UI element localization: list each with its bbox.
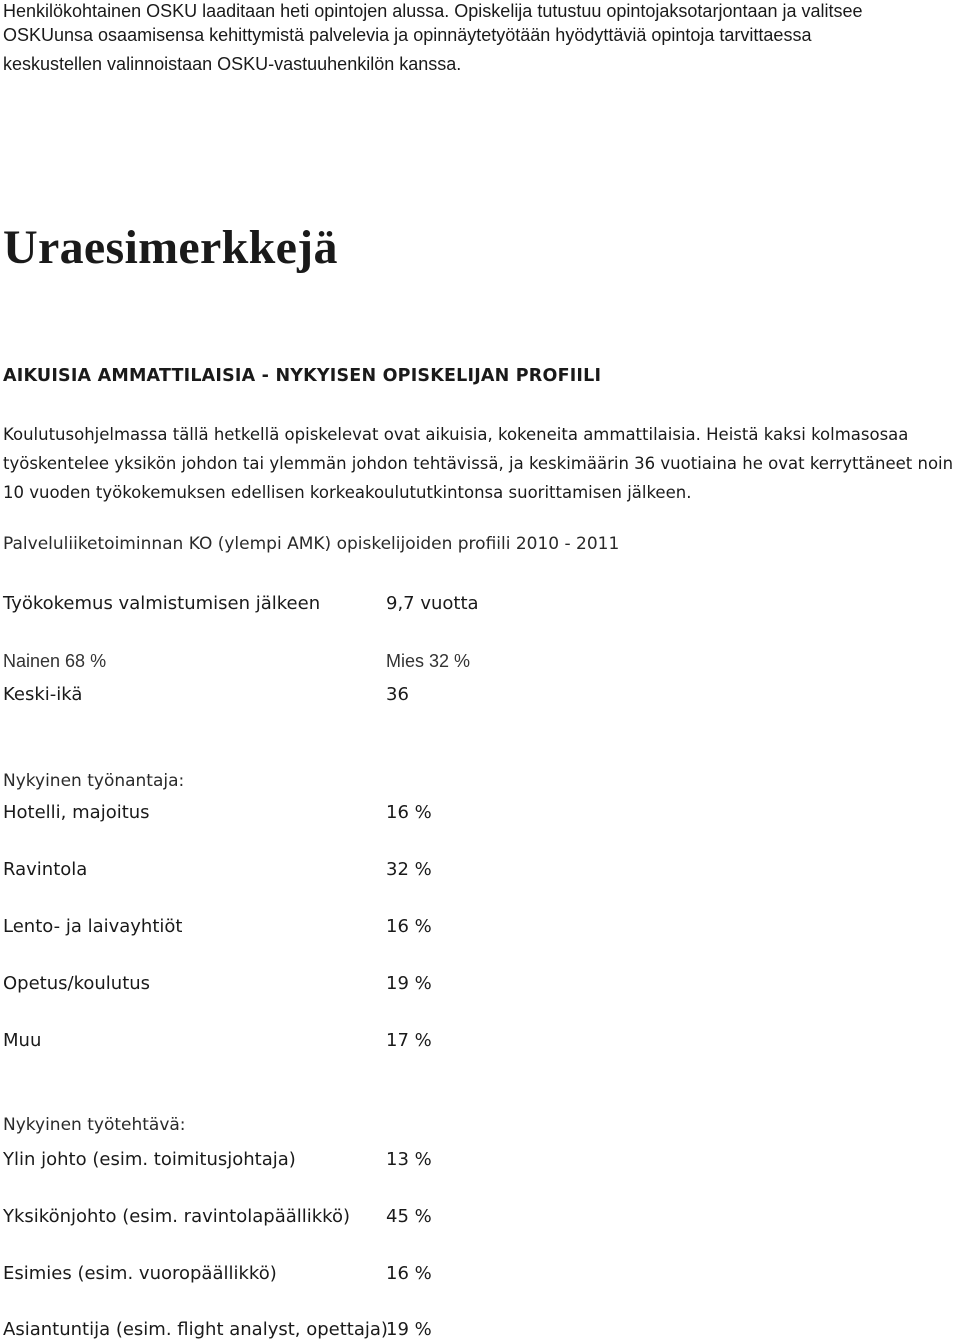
task-label: Esimies (esim. vuoropäällikkö)	[3, 1263, 277, 1284]
employer-label: Ravintola	[3, 859, 88, 880]
age-label: Keski-ikä	[3, 684, 83, 705]
task-label: Ylin johto (esim. toimitusjohtaja)	[3, 1149, 296, 1170]
employer-value: 32 %	[386, 859, 432, 880]
experience-label: Työkokemus valmistumisen jälkeen	[3, 593, 321, 614]
profile-paragraph: Koulutusohjelmassa tällä hetkellä opiskelevat ovat aikuisia, kokeneita ammattilaisia. Heistä kaksi kolmasosaa työskentelee yksikön johdon tai ylemmän johdon tehtävissä, ja keskimäärin 36 vuotiaina he ovat kerryttäneet noin 10 vuoden työkokemuksen edellisen korkeakoulututkintonsa suorittamisen jälkeen.	[3, 425, 954, 502]
employer-label: Hotelli, majoitus	[3, 802, 150, 823]
intro-line-3: keskustellen valinnoistaan OSKU-vastuuhenkilön kanssa.	[3, 54, 462, 74]
section-subheading: AIKUISIA AMMATTILAISIA - NYKYISEN OPISKELIJAN PROFIILI	[3, 366, 602, 386]
task-label: Asiantuntija (esim. flight analyst, opettaja)	[3, 1319, 388, 1340]
experience-value: 9,7 vuotta	[386, 593, 479, 614]
task-label: Yksikönjohto (esim. ravintolapäällikkö)	[3, 1206, 350, 1227]
employer-value: 19 %	[386, 973, 432, 994]
employer-value: 16 %	[386, 916, 432, 937]
employer-value: 17 %	[386, 1030, 432, 1051]
task-value: 16 %	[386, 1263, 432, 1284]
age-value: 36	[386, 684, 409, 705]
employer-label: Opetus/koulutus	[3, 973, 151, 994]
task-value: 13 %	[386, 1149, 432, 1170]
employer-value: 16 %	[386, 802, 432, 823]
employer-label: Muu	[3, 1030, 42, 1051]
task-title: Nykyinen työtehtävä:	[3, 1115, 186, 1135]
intro-line-2: OSKUunsa osaamisensa kehittymistä palvelevia ja opinnäytetyötään hyödyttäviä opintoja tarvittaessa	[3, 25, 812, 45]
task-value: 45 %	[386, 1206, 432, 1227]
intro-line-1: Henkilökohtainen OSKU laaditaan heti opintojen alussa. Opiskelija tutustuu opintojaksotarjontaan ja valitsee	[3, 1, 863, 21]
employer-title: Nykyinen työnantaja:	[3, 771, 185, 791]
profile-title: Palveluliiketoiminnan KO (ylempi AMK) opiskelijoiden profiili 2010 - 2011	[3, 534, 620, 554]
employer-label: Lento- ja laivayhtiöt	[3, 916, 183, 937]
page-heading: Uraesimerkkejä	[3, 221, 338, 274]
task-value: 19 %	[386, 1319, 432, 1340]
male-share: Mies 32 %	[386, 651, 471, 671]
female-share: Nainen 68 %	[3, 651, 107, 671]
